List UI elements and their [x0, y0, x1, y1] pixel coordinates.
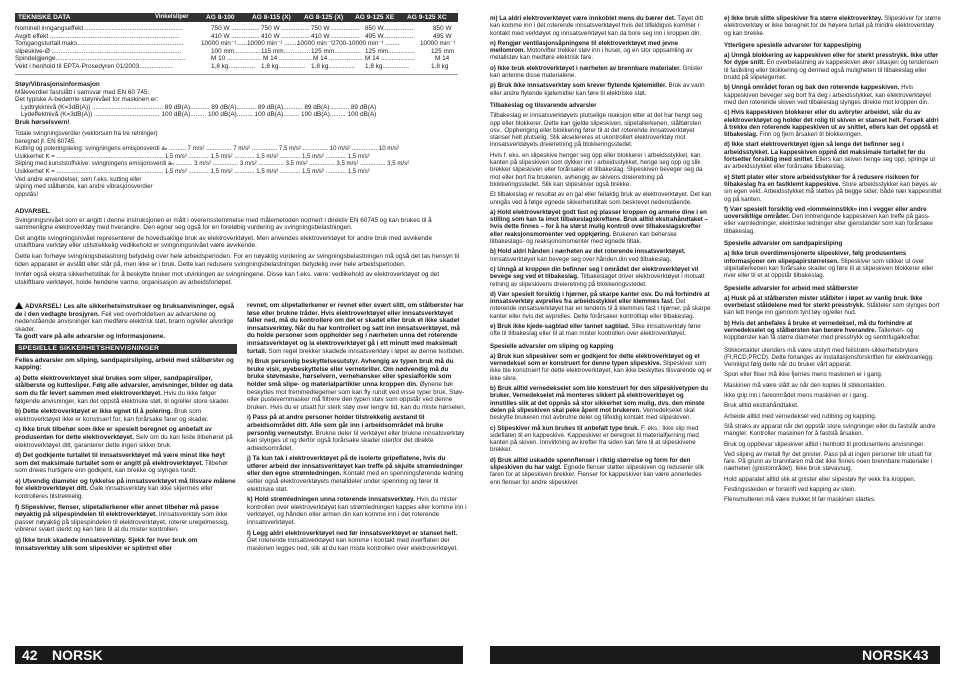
left-column-2: revnet, om slipetallerkener er revnet eller svært slitt, om stålbørster har løse eller brukne tråder. Hvis elektroverktøyet eller innsatsverktøyet faller ned, må du kontrollere om det er skadet eller bruk et ikke skadet innsatsverktøy. Når du har kontrollert og satt inn innsatsverktøyet, må du holde personer som oppholder seg i nærheten unna det roterende innsatsverktøyet og la elektroverktøyet gå i ett minutt med maksimalt turtall. Som regel brekker skadede innsatsverktøy i løpet av denne testtiden. h) Bruk personlig beskyttelsesutstyr. Avhengig av typen bruk må du bruke visir, øyebeskyttelse eller vernebriller. Om nødvendig må du bruke støvmaske, hørselvern, vernehansker eller spesialforkle som holder små slipe- og materialpartikler unna kroppen din. Øynene bør beskyttes mot fremmedlegemer som kan fly rundt ved visse typer bruk. Støv- eller pustevernmasker må filtrere den typen støv som oppstår ved denne bruken. Hvis du er utsatt for sterk støy over lengre tid, kan du miste hørselen. i) Pass på at andre personer holder tilstrekkelig avstand til arbeidsområdet ditt. Alle som går inn i arbeidsområdet må bruke personlig verneutstyr. Brukne deler til verktøyet eller brukne innsatsverktøy kan slynges ut og derfor også forårsake skader utenfor det direkte arbeidsområdet. j) Ta kun tak i elektroverktøyet på de isolerte gripeflatene, hvis du utfører arbeid der innsatsverktøyet kan treffe på skjulte strømledninger eller den egne strømledningen. Kontakt med en spenningsførende ledning setter også elektroverktøyets metalldeler under spenning og fører til elektriske støt. k) Hold strømledningen unna roterende innsatsverktøy. Hvis du mister kontrollen over elektroverktøyet kan strømledningen kappes eller komme inn i verktøyet, og hånden eller armen din kan komme inn i det roterende innsatsverktøyet. l) Legg aldri elektroverktøyet ned før innsatsverktøyet er stanset helt. Det roterende innsatsverktøyet kan komme i kontakt med overflaten der maskinen legges ned, slik at du kan miste kontrollen over elektroverktøyet. — [247, 302, 467, 552]
right-column-1: m) La aldri elektroverktøyet være innkoblet mens du bærer det. Tøyet ditt kan komme inn i det roterende innsatsverktøyet hvis det tilfeldigvis kommer i kontakt med verktøyet og innsatsverktøyet kan da bore seg inn i kroppen din. n) Rengjør ventilasjonsåpningene til elektroverktøyet med jevne mellomrom. Motorvifter trekker støv inn i huset, og en stor oppsamling av metallstøv kan medføre elektrisk fare. o) Ikke bruk elektroverktøyet i nærheten av brennbare materialer. Gnister kan antenne disse materialene. p) Bruk ikke innsatsverktøy som krever flytende kjølemidler. Bruk av vann eller andre flytende kjølemidler kan føre til elektriske støt. Tilbakeslag og tilsvarende advarsler Tilbakeslag er innsatsverktøyets plutselige reaksjon etter at det har hengt seg opp eller blokkerer. Dette kan gjelde slipeskiven, slipetallerkenen, stålbørsten osv.. Opphenging eller blokkering fører til at det roterende innsatsverktøyet stanser helt plutselig. Slik akselereres et ukontrollert elektroverktøy mot innsatsverktøyets dreieretning på blokkeringsstedet. Hvis f. eks. en slipeskive henger seg opp eller blokkerer i arbeidsstykket, kan kanten på slipeskiven som dykker inn i arbeidsstykket, henge seg opp og slik brekker slipeskiven eller forårsaker et tilbakeslag. Slipeskiven beveger seg da mot eller bort fra brukeren, avhengig av skivens dreieretning på blokkeringsstedet. Slik kan slipeskiver også brekke. Et tilbakeslag er resultat av en gal eller feilaktig bruk av elektroverktøyet. Det kan unngås ved å følge egnede sikkerhetstiltak som beskrevet nedenstående. a) Hold elektroverktøyet godt fast og plasser kroppen og armene dine i en stilling som kan ta imot tilbakeslagskreftene. Bruk alltid ekstrahåndtaket – hvis dette finnes – for å ha størst mulig kontroll over tilbakeslagskrefter eller reaksjonsmomenter ved oppkjøring. Brukeren kan beherske tilbakeslags- og reaksjonsmomenter med egnede tiltak. b) Hold aldri hånden i nærheten av det roterende innsatsverktøyet. Innsatsverktøyet kan bevege seg over hånden din ved tilbakeslag. c) Unngå at kroppen din befinner seg i området der elektroverktøyet vil bevege seg ved et tilbakeslag. Tilbakeslaget driver elektroverktøyet i motsatt retning av slipeskivens dreieretning på blokkeringsstedet. d) Vær spesielt forsiktig i hjørner, på skarpe kanter osv. Du må forhindre at innsatsverktøy avprelles fra arbeidsstykket eller klemmes fast. Det roterende innsatsverktøyet har en tendens til å klemmes fast i hjørner, på skarpe kanter eller hvis det avprelles. Dette forårsaker kontrolltap eller tilbakeslag. e) Bruk ikke kjede-sagblad eller tannet sagblad. Slike innsatsverktøy fører ofte til tilbakeslag eller til at man mister kontrollen over elektroverktøyet. Spesielle advarsler om sliping og kapping a) Bruk kun slipeskiver som er godkjent for dette elektroverktøyet og et vernedeksel som er konstruert for denne typen slipeskive. Slipeskiver som ikke ble konstruert for dette elektroverktøyet, kan ikke beskyttes tilsvarende og er ikke sikre. b) Bruk alltid vernedekselet som ble konstruert for den slipeskivetypen du bruker. Vernedekselet må monteres sikkert på elektroverktøyet og innstilles slik at det oppnås så stor sikkerhet som mulig, dvs. den minste delen på slipeskiven skal peke åpent mot brukeren. Vernedekselet skal beskytte brukeren mot avbrutne deler og tilfeldig kontakt med slipeskiven. c) Slipeskiver må kun brukes til anbefalt type bruk. F. eks.: Ikke slip med sideflaten til en kappeskive. Kappeskiver er beregnet til materialfjerning med kanten på skiven. Innvirkning av krefter fra siden kan føre til at slipeskivene brekker. d) Bruk alltid uskadde spennflenser i riktig størrelse og form for den slipeskiven du har valgt. Egnede flenser støtter slipeskiven og reduserer slik faren for at slipeskiven brekker. Flenser for kappeskiver kan være annerledes enn flenser for andre slipeskiver. — [490, 15, 712, 486]
model-col-4: AG 9-125 XE — [355, 14, 395, 21]
sanding-heading: Spesielle advarsler om sandpapirsliping — [724, 240, 843, 248]
warning-triangle-icon — [15, 302, 23, 309]
section-header: SPESIELLE SIKKERHETSHENVISNINGER — [15, 344, 237, 354]
model-col-1: AG 8-100 — [206, 14, 235, 21]
left-language-label: NORSK — [52, 647, 103, 663]
left-column-1: ADVARSEL! Les alle sikkerhetsinstrukser og bruksanvisninger, også de i den vedlagte brosjyren. Feil ved overholdelsen av advarslene og nedenstående anvisninger kan medføre elektrisk støt, brann og/eller alvorlige skader. Ta godt vare på alle advarsler og informasjonene. SPESIELLE SIKKERHETSHENVISNINGER Felles advarsler om sliping, sandpapirsliping, arbeid med stålbørster og kapping: a) Dette elektroverktøyet skal brukes som sliper, sandpapirsliper, stålbørste og kuttesliper. Følg alle advarsler, anvisninger, bilder og data som du får levert sammen med elektroverktøyet. Hvis du ikke følger følgende anvisninger, kan det oppstå elektriske støt, til og/eller store skader. b) Dette elektroverktøyet er ikke egnet til å polering. Bruk som elektroverktøyet ikke er konstruert for, kan forårsake farer og skader. c) Ikke bruk tilbehør som ikke er spesielt beregnet og anbefalt av produsenten for dette elektroverktøyet. Selv om du kan feste tilbehøret på elektroverktøyet ditt, garanterer dette ingen sikker bruk. d) Det godkjente turtallet til innsatsverktøyet må være minst like høyt som det maksimale turtallet som er angitt på elektroverktøyet. Tilbehør som dreies hurtigere enn godkjent, kan brekke og slynges rundt. e) Utvendig diameter og tykkelse på innsatsverktøyet må tilsvare målene for elektroverktøyet ditt. Gale innsatsverktøy kan ikke skjermes eller kontrolleres tilstrekkelig. f) Slipeskiver, flenser, slipetallerkener eller annet tilbehør må passe nøyaktig på slipespindelen til elektroverktøyet. Innsatsverktøy som ikke passer nøyaktig på slipespindelen til elektroverktøyet, roterer uregelmessig, vibrerer svært sterkt og kan føre til at du mister kontrollen. g) Ikke bruk skadede innsatsverktøy. Sjekk før hver bruk om innsatsverktøy slik som slipeskiver er splintret eller — [15, 303, 236, 552]
warning-paragraph: ADVARSEL! Les alle sikkerhetsinstrukser og bruksanvisninger, også de i den vedlagte brosjyren. Feil ved overholdelsen av advarslene og nedenstående anvisninger kan medføre elektrisk støt, brann og/eller alvorlige skader. Ta godt vare på alle advarsler og informasjonene. — [15, 303, 235, 341]
right-page-number: 43 — [913, 647, 929, 663]
advarsel-title: ADVARSEL — [15, 208, 50, 215]
spec-row: slipeskive-Ø ......................................................................... 100 mm............... 115 mm............... 125 mm............... 125 mm............... 125 mm — [15, 47, 455, 55]
wire-brush-heading: Spesielle advarsler for arbeid med stålbørster — [724, 284, 859, 292]
spec-row: Spindelgjenge......................................................................... M 10 ................... M 14 ................... M 14 ................... M 14 ................... M 14 — [15, 55, 450, 62]
noise-block: Støy/Vibrasjonsinformasjon Måleverdier fastslått i samsvar med EN 60 745. Det typiske A-bedømte støynivået for maskinen er: Lydtrykknivå (K=3dB(A)) ........................................ 89 dB(A)........... 89 dB(A)........... 89 dB(A)........... 89 dB(A)........... 89 dB(A) Lydeffektnivå (K=3dB(A)) ..................................... 100 dB(A)......... 100 dB(A)......... 100 dB(A)......... 100 dB(A)......... 100 dB(A) Bruk hørselsvern! — [15, 81, 377, 126]
model-col-5: AG 9-125 XC — [407, 14, 447, 21]
cutting-heading: Ytterligere spesielle advarsler for kappesliping — [724, 41, 862, 49]
spec-row: Avgitt effekt ......................................................................... 410 W ................ 410 W ................ 410 W ................ 495 W................. 495 W — [15, 32, 452, 40]
kickback-heading: Tilbakeslag og tilsvarende advarsler — [490, 101, 597, 109]
advarsel-block: ADVARSEL Svingningsnivået som er angitt i denne instruksjonen er målt i overensstemmelse med målemetoden normert i direktiv EN 60745 og kan brukes til å sammenligne elektroverktøy med hverandre. Den egner seg også for en foreløbig vurdering av svingningsbelastningen. Det angitte svingningsnivået representerer de hovedsaklige bruk av elektroverktøyet. Men anvendes elektroverktøyet for andre bruk med avvikende utskiftbare verktøy eller utilstrekkelig vedlikehold er svingningsnivået være avvikende. Dette kan forhøye svingningsbelastning betydelig over hele arbeidsperioden. For en nøyaktig vurdering av svingningsbelastningen må også det tas hensyn til tiden apparatet er avslått eller står på, men ikke er i bruk. Dette kan redusere svingningsbelastningen betydelig over hele arbeidsperioden. Innfør også ekstra sikkerhetstiltak for å beskytte bruker mot utvirkingen av svingningene. Disse kan f.eks. være: vedlikehold av elektroverktøyet og det utskiftbare verktøyet, holde hendene varme, organisasjon av arbeidsforløpet. — [15, 208, 460, 286]
spec-table — [15, 25, 458, 70]
left-page-number: 42 — [22, 647, 38, 663]
tech-data-subtitle: Vinkelsliper — [155, 14, 189, 20]
spec-row: Vekt i henhold til EPTA-Prosedyren 01/2003................... 1,8 kg............... 1,8 kg............... 1,8 kg............... 1,8 kg............... 1,8 kg — [15, 62, 449, 70]
tech-data-header — [15, 13, 458, 22]
grinding-heading: Spesielle advarsler om sliping og kapping — [490, 342, 614, 350]
right-language-label: NORSK — [862, 647, 913, 663]
spec-row: Nominell inngangseffekt ....................................................... 750 W ................ 750 W ................ 750 W ................ 850 W................. 850 W — [15, 25, 452, 32]
vibration-block: Totale svingningsverdier (vektorsum fra tre retninger) beregnet jf. EN 60745. Kutting og poleringsleing: svingningens emisjonsverdi aₕ .......... 7 m/s² ............... 7 m/s² ............... 7,5 m/s² ............... 10 m/s² ............... 10 m/s² Usikkerhet K = ............................................................... 1,5 m/s² ............ 1,5 m/s² ............ 1,5 m/s² ............ 1,5 m/s² ............ 1,5 m/s² Sliping med kunststoffskive: svingningens emisjonsverdi aₕ .......... 3 m/s² ............... 3 m/s² ............... 3,5 m/s² ............... 3,5 m/s² ............... 3,5 m/s² Usikkerhet K = ............................................................... 1,5 m/s² ............ 1,5 m/s² ............ 1,5 m/s² ............ 1,5 m/s² ............ 1,5 m/s² Ved andre anvendelser, som f.eks. kutting eller sliping med stålbørste, kan andre vibrasjonsverdier oppstås! — [15, 130, 410, 198]
divider — [15, 74, 458, 75]
tech-data-title: TEKNISKE DATA — [18, 14, 71, 21]
right-column-2: e) Ikke bruk slitte slipeskiver fra større elektroverktøy. Slipeskiver for større elektroverktøy er ikke beregnet for de høyere turtall på mindre elektroverktøy og kan brekke. Ytterligere spesielle advarsler for kappesliping a) Unngå blokkering av kappeskiven eller for sterkt presstrykk. Ikke utfør for dype snitt. En overbelastning av kappeskiven øker slitasjen og tendensen til fastkiling eller blokkering og dermed også muligheten til tilbakeslag eller brudd på slipelegemet. b) Unngå området foran og bak den roterende kappeskiven. Hvis kappeskiven beveger seg bort fra deg i arbeidsstykket, kan elektroverktøyet med den roterende skiven ved tilbakeslag slynges direkte mot kroppen din. c) Hvis kappeskiven blokkerer eller du avbryter arbeidet, slår du av elektroverktøyet og holder det rolig til skiven er stanset helt. Forsøk aldri å trekke den roterende kappeskiven ut av snittet, ellers kan det oppstå et tilbakeslag. Finn og fjern årsaken til blokkeringen. d) Ikke start elektroverktøyet igjen så lenge det befinner seg i arbeidsstykket. La kappeskiven oppnå det maksimale turtallet før du fortsetter forsiktig med snittet. Ellers kan skiven henge seg opp, springe ut av arbeidsstykket eller forårsake tilbakeslag. e) Støtt plater eller store arbeidsstykker for å redusere risikoen for tilbakeslag fra en fastklemt kappeskive. Store arbeidsstykker kan bøyes av sin egen vekt. Arbeidsstykket må støttes på begge sider, både nær kappesnittet og på kanten. f) Vær spesielt forsiktig ved «lommeinnstikk» inn i vegger eller andre uoversiktlige områder. Den inntrengende kappeskiven kan treffe på gass- eller vannledninger, elektriske ledninger eller gjenstander som kan forårsake tilbakeslag. Spesielle advarsler om sandpapirsliping a) Ikke bruk overdimensjonerte slipeskiver, følg produsentens informasjoner om slipepapirstørrelsen. Slipeskiver som stikker ut over slipetallerkenen kan forårsake skader og føre til at slipeskiven blokkerer eller river eller til et at oppstår tilbakeslag. Spesielle advarsler for arbeid med stålbørster a) Husk på at stålbørsten mister stålbiter i løpet av vanlig bruk. Ikke overbelast ståldelene med for sterkt presstrykk. Ståldeler som slynges bort kan lett trenge inn gjennom tynt tøy og/eller hud. b) Hvis det anbefales å bruke et vernedeksel, må du forhindre at vernedekselet og stålbørsten kan berøre hverandre. Tallerken- og koppbørster kan få større diameter med presstrykk og sentrifugalkrefter. Stikkontakter utenders må være utstyrt med feilstrøm-sikkerhetsbrytere (FI,RCD,PRCD). Dette forlanges av installasjonsforskriften for elektroanlegg. Vennligst følg dette når du bruker vårt apparat. Spon eller fliser må ikke fjernes mens maskinen er i gang. Maskinen må være slått av når den koples til stikkontakten. Ikke grip inn i fareområdet mens maskinen er i gang. Bruk alltid ekstrahåndtaket. Arbeide alltid med vernedeksel ved rubbing og kapping. Slå straks av apparat når det oppstår store svingninger eller du fastslår andre mangler. Kontroller maskinen for å fastslå årsaken. Bruk og oppbevar slipeskiver alltid i henhold til produsentens anvisninger. Ved sliping av metall flyr det gnister. Pass på at ingen personer blir utsatt for fare. På grunn av brannfaren må det ikke finnes noen brennbare materialer i nærheten (gnistområdet). Ikke bruk støvavsug. Hold apparatet alltid slik at gnister eller slipestøv flyr vekk fra kroppen. Festingssleiden er forskrift ved kapping av stein. Flensmutteren må være trukket til før maskinen startes. — [724, 15, 942, 504]
model-col-2: AG 8-115 (X) — [252, 14, 291, 21]
model-col-3: AG 8-125 (X) — [304, 14, 344, 21]
spec-row: Tomgangsturtall maks............................................................ 10000 min⁻¹......... 10000 min⁻¹ ......... 10000 min⁻¹ 2700-10000 min⁻¹ ........ 10000 min⁻¹ — [15, 40, 456, 47]
